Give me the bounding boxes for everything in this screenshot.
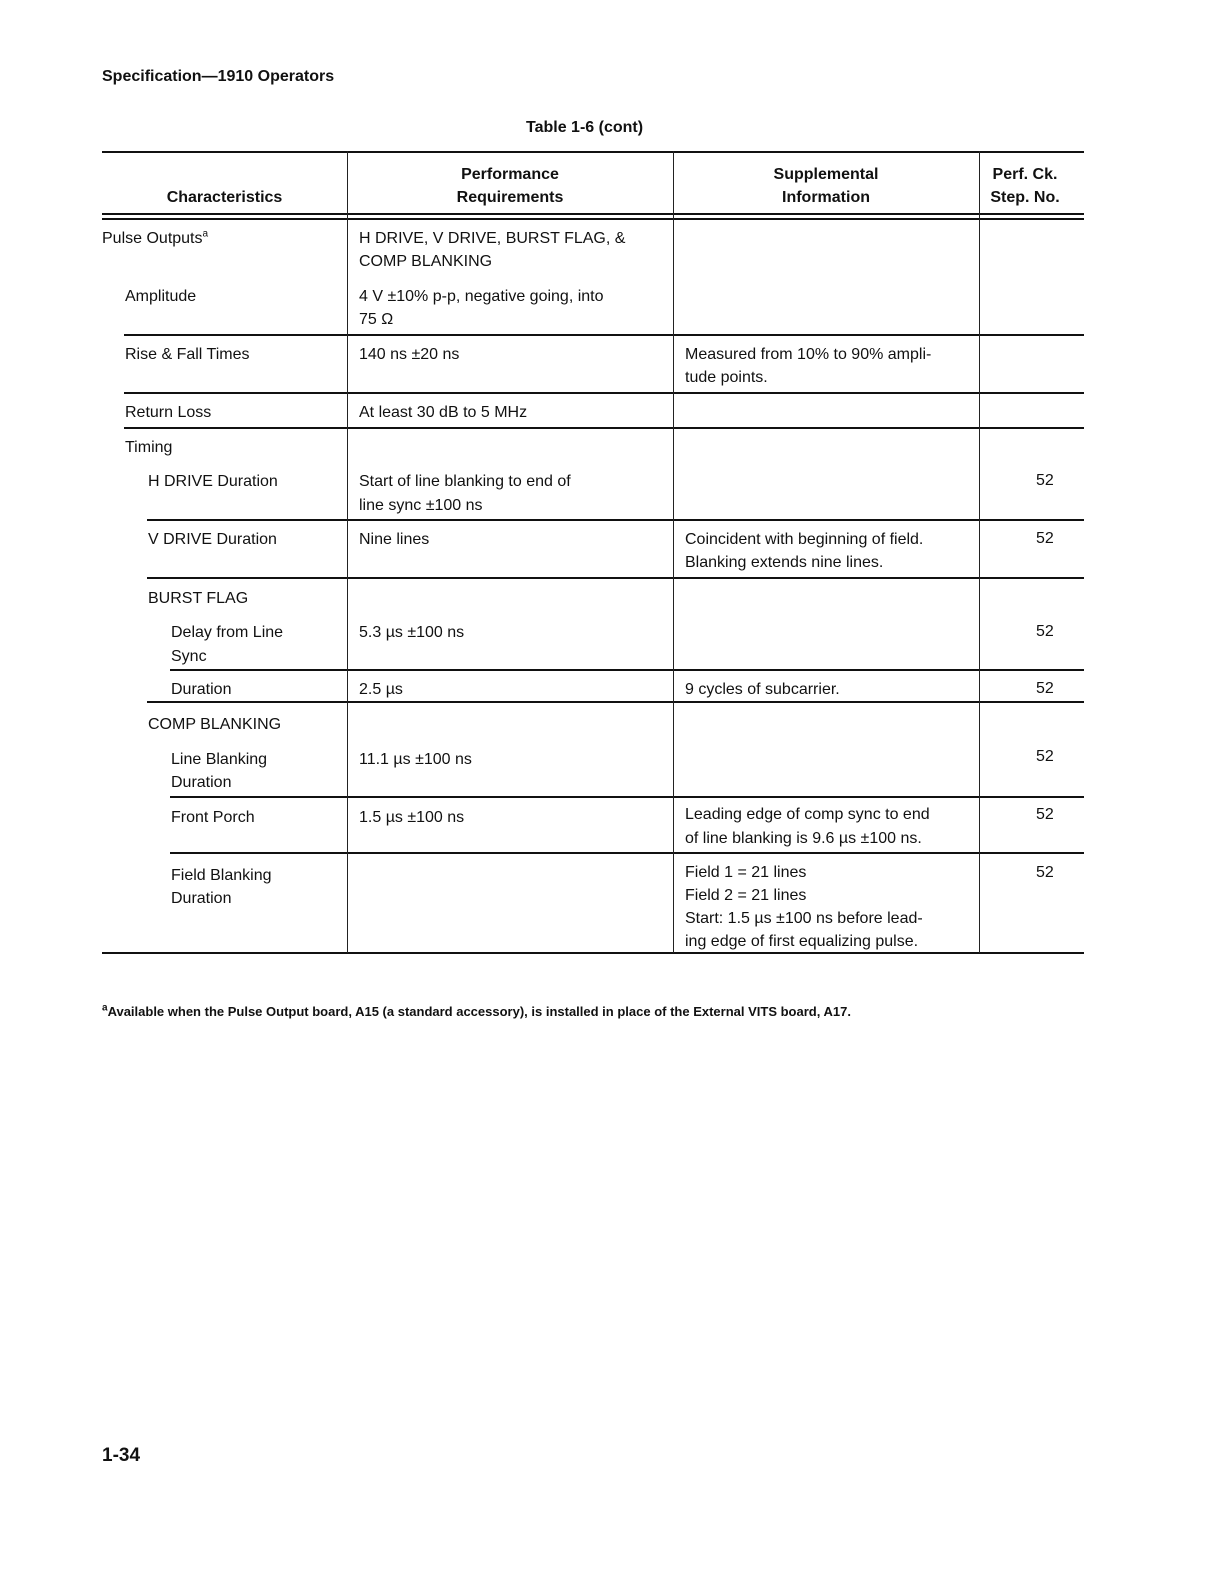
- req-text: 75 Ω: [359, 311, 394, 328]
- supp-text: of line blanking is 9.6 µs ±100 ns.: [685, 830, 922, 847]
- header-line: Supplemental: [773, 166, 879, 183]
- supp-text: Start: 1.5 µs ±100 ns before lead-: [685, 910, 923, 927]
- char-delay: Delay from Line: [171, 624, 284, 641]
- supp-text: Leading edge of comp sync to end: [685, 806, 930, 823]
- footnote: [102, 1002, 851, 1022]
- req-text: 4 V ±10% p-p, negative going, into: [359, 288, 604, 305]
- step-number: 52: [1036, 864, 1054, 881]
- char-bf-duration: Duration: [171, 681, 232, 698]
- header-rule: [102, 213, 1084, 215]
- req-text: line sync ±100 ns: [359, 497, 483, 514]
- row-rule: [147, 577, 1084, 579]
- char-return-loss: Return Loss: [125, 404, 212, 421]
- char-line-blanking: Duration: [171, 774, 232, 791]
- req-text: 2.5 µs: [359, 681, 403, 698]
- step-number: 52: [1036, 748, 1054, 765]
- header-line: Perf. Ck.: [992, 166, 1058, 183]
- row-rule: [124, 392, 1084, 394]
- footnote-text: Available when the Pulse Output board, A15 (a standard accessory), is installed in place of the External VITS board, A17.: [107, 1004, 851, 1019]
- row-rule: [147, 701, 1084, 703]
- req-text: Nine lines: [359, 531, 430, 548]
- char-text: Pulse Outputs: [102, 230, 203, 247]
- char-pulse-outputs: [102, 229, 208, 249]
- header-line: Step. No.: [990, 189, 1060, 206]
- step-number: 52: [1036, 472, 1054, 489]
- row-rule: [147, 519, 1084, 521]
- table-top-rule: [102, 151, 1084, 153]
- supp-text: Field 2 = 21 lines: [685, 887, 807, 904]
- step-number: 52: [1036, 680, 1054, 697]
- char-field-blanking: Field Blanking: [171, 867, 272, 884]
- column-divider: [673, 151, 674, 953]
- table-title: Table 1-6 (cont): [526, 119, 644, 136]
- header-line: Performance: [461, 166, 559, 183]
- char-amplitude: Amplitude: [125, 288, 197, 305]
- req-text: COMP BLANKING: [359, 253, 493, 270]
- table-bottom-rule: [102, 952, 1084, 954]
- header-line: Requirements: [456, 189, 564, 206]
- req-text: H DRIVE, V DRIVE, BURST FLAG, &: [359, 230, 626, 247]
- char-delay: Sync: [171, 648, 207, 665]
- row-rule: [124, 334, 1084, 336]
- supp-text: Measured from 10% to 90% ampli-: [685, 346, 932, 363]
- supp-text: tude points.: [685, 369, 768, 386]
- footnote-ref: a: [202, 228, 209, 240]
- row-rule: [170, 796, 1084, 798]
- char-comp-blanking: COMP BLANKING: [148, 716, 282, 733]
- char-timing: Timing: [125, 439, 173, 456]
- char-h-drive: H DRIVE Duration: [148, 473, 278, 490]
- page-number: 1-34: [102, 1445, 141, 1466]
- row-rule: [170, 669, 1084, 671]
- header-characteristics: Characteristics: [166, 189, 283, 206]
- step-number: 52: [1036, 530, 1054, 547]
- char-line-blanking: Line Blanking: [171, 751, 268, 768]
- row-rule: [170, 852, 1084, 854]
- supp-text: 9 cycles of subcarrier.: [685, 681, 840, 698]
- req-text: 5.3 µs ±100 ns: [359, 624, 465, 641]
- column-divider: [979, 151, 980, 953]
- req-text: 1.5 µs ±100 ns: [359, 809, 465, 826]
- header-line: Information: [782, 189, 870, 206]
- char-front-porch: Front Porch: [171, 809, 255, 826]
- column-divider: [347, 151, 348, 953]
- char-burst-flag: BURST FLAG: [148, 590, 249, 607]
- supp-text: Field 1 = 21 lines: [685, 864, 807, 881]
- header-performance: [347, 163, 673, 209]
- step-number: 52: [1036, 806, 1054, 823]
- char-rise-fall: Rise & Fall Times: [125, 346, 250, 363]
- running-head: Specification—1910 Operators: [102, 68, 335, 85]
- req-text: 140 ns ±20 ns: [359, 346, 460, 363]
- row-rule: [124, 427, 1084, 429]
- supp-text: ing edge of first equalizing pulse.: [685, 933, 919, 950]
- req-text: Start of line blanking to end of: [359, 473, 571, 490]
- req-text: At least 30 dB to 5 MHz: [359, 404, 528, 421]
- supp-text: Blanking extends nine lines.: [685, 554, 884, 571]
- footnote-mark: a: [102, 1002, 108, 1014]
- header-supplemental: [673, 163, 979, 209]
- header-step: [979, 163, 1071, 209]
- char-field-blanking: Duration: [171, 890, 232, 907]
- char-v-drive: V DRIVE Duration: [148, 531, 277, 548]
- header-rule: [102, 218, 1084, 220]
- supp-text: Coincident with beginning of field.: [685, 531, 924, 548]
- step-number: 52: [1036, 623, 1054, 640]
- req-text: 11.1 µs ±100 ns: [359, 751, 472, 768]
